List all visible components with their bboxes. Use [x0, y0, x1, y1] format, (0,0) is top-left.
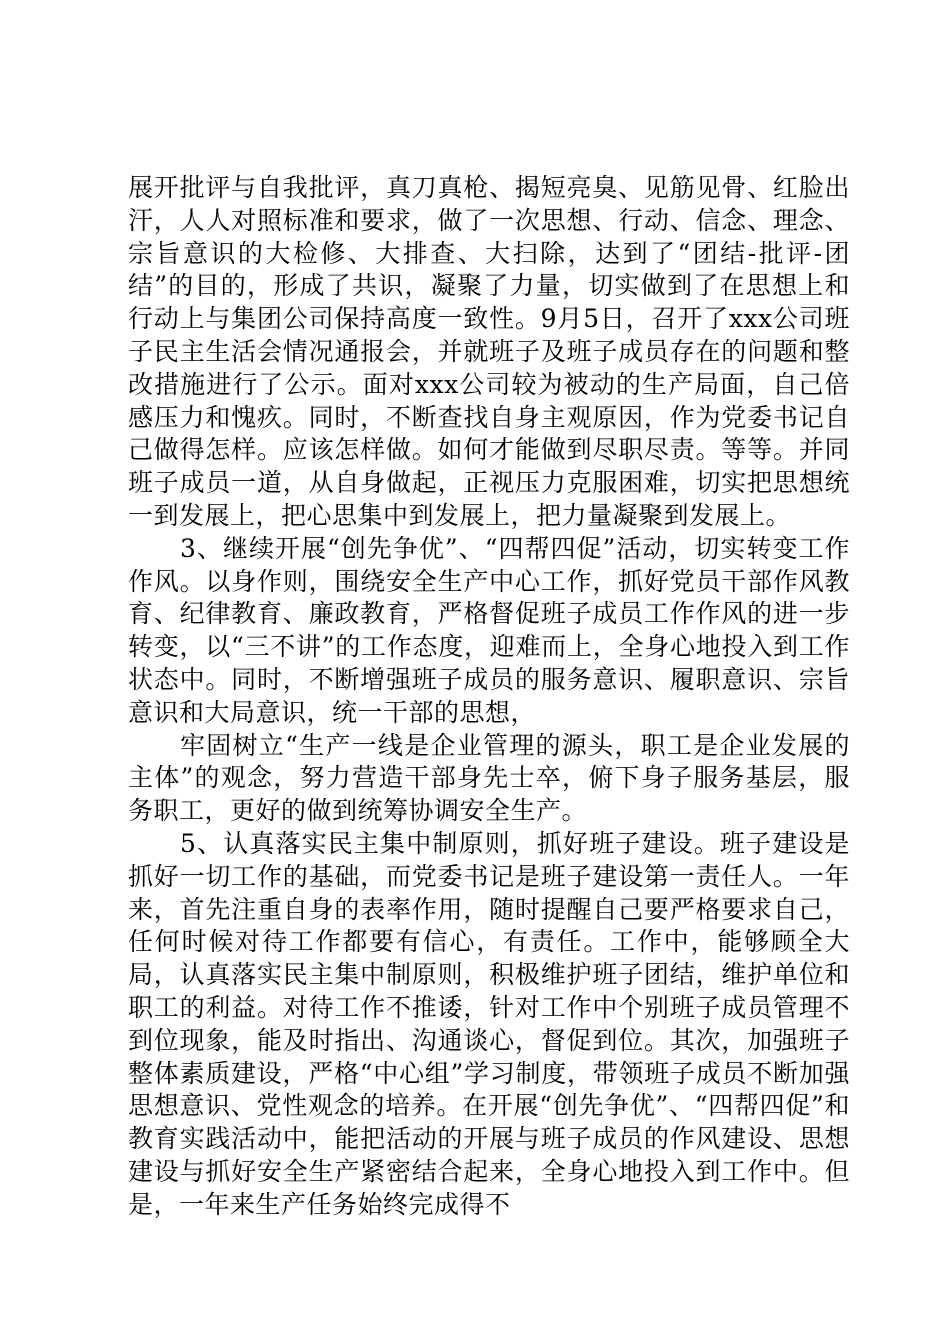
- paragraph-3: 牢固树立“生产一线是企业管理的源头，职工是企业发展的主体”的观念，努力营造干部身先士卒，俯下身子服务基层，服务职工，更好的做到统筹协调安全生产。: [128, 730, 850, 826]
- paragraph-1: 展开批评与自我批评，真刀真枪、揭短亮臭、见筋见骨、红脸出汗，人人对照标准和要求，做了一次思想、行动、信念、理念、宗旨意识的大检修、大排查、大扫除，达到了“团结-批评-团结”的目的，形成了共识，凝聚了力量，切实做到了在思想上和行动上与集团公司保持高度一致性。9月5日，召开了xxx公司班子民主生活会情况通报会，并就班子及班子成员存在的问题和整改措施进行了公示。面对xxx公司较为被动的生产局面，自己倍感压力和愧疚。同时，不断查找自身主观原因，作为党委书记自己做得怎样。应该怎样做。如何才能做到尽职尽责。等等。并同班子成员一道，从自身做起，正视压力克服困难，切实把思想统一到发展上，把心思集中到发展上，把力量凝聚到发展上。: [128, 173, 850, 530]
- paragraph-4: 5、认真落实民主集中制原则，抓好班子建设。班子建设是抓好一切工作的基础，而党委书记是班子建设第一责任人。一年来，首先注重自身的表率作用，随时提醒自己要严格要求自己，任何时候对待工作都要有信心，有责任。工作中，能够顾全大局，认真落实民主集中制原则，积极维护班子团结，维护单位和职工的利益。对待工作不推诿，针对工作中个别班子成员管理不到位现象，能及时指出、沟通谈心，督促到位。其次，加强班子整体素质建设，严格“中心组”学习制度，带领班子成员不断加强思想意识、党性观念的培养。在开展“创先争优”、“四帮四促”和教育实践活动中，能把活动的开展与班子成员的作风建设、思想建设与抓好安全生产紧密结合起来，全身心地投入到工作中。但是，一年来生产任务始终完成得不: [128, 828, 850, 1219]
- document-body: [128, 172, 850, 1222]
- paragraph-2: 3、继续开展“创先争优”、“四帮四促”活动，切实转变工作作风。以身作则，围绕安全生产中心工作，抓好党员干部作风教育、纪律教育、廉政教育，严格督促班子成员工作作风的进一步转变，以“三不讲”的工作态度，迎难而上，全身心地投入到工作状态中。同时，不断增强班子成员的服务意识、履职意识、宗旨意识和大局意识，统一干部的思想，: [128, 533, 850, 727]
